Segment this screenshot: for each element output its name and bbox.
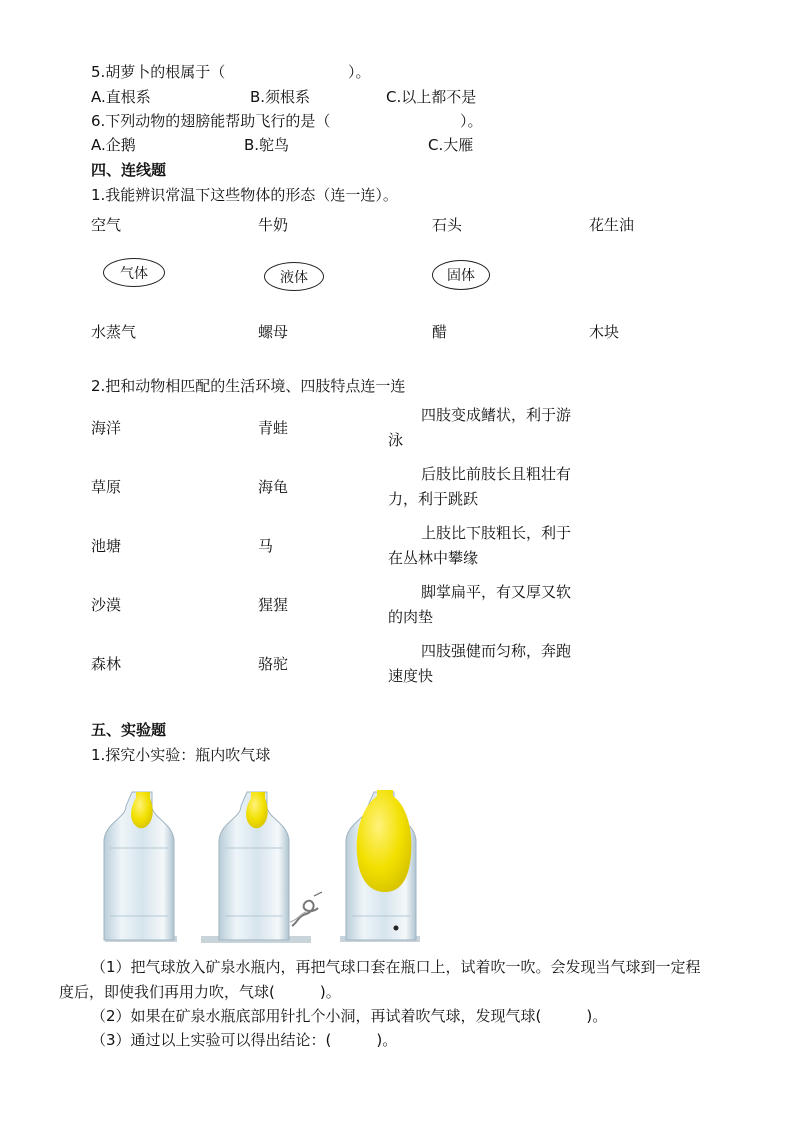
q6-option-b: B.鸵鸟 (244, 136, 290, 154)
top-item-air: 空气 (91, 216, 122, 234)
feature-fins-line1: 四肢变成鳍状，利于游 (421, 406, 572, 424)
feature-run-line2: 速度快 (388, 667, 434, 685)
section4-title: 四、连线题 (91, 161, 167, 179)
experiment-p1-line2: 度后，即使我们再用力吹，气球( )。 (59, 983, 341, 1001)
q5-option-b: B.须根系 (250, 88, 311, 106)
q5-stem: 5.胡萝卜的根属于（ (91, 63, 226, 81)
state-liquid-oval: 液体 (264, 262, 324, 291)
env-forest: 森林 (91, 655, 122, 673)
q5-option-a: A.直根系 (91, 88, 151, 106)
state-solid-oval: 固体 (432, 260, 490, 290)
q5-close: ）。 (348, 63, 371, 81)
q6-close: ）。 (460, 112, 483, 130)
needle-icon (290, 892, 322, 926)
feature-fins-line2: 泳 (388, 431, 404, 449)
experiment-illustration (100, 788, 430, 948)
feature-jump-line2: 力，利于跳跃 (388, 490, 479, 508)
state-gas-oval: 气体 (103, 258, 165, 287)
top-item-peanut-oil: 花生油 (589, 216, 635, 234)
bottom-item-nut: 螺母 (258, 323, 289, 341)
experiment-p1-line1: （1）把气球放入矿泉水瓶内，再把气球口套在瓶口上，试着吹一吹。会发现当气球到一定程 (91, 958, 701, 976)
bottom-item-wood: 木块 (589, 323, 620, 341)
top-item-milk: 牛奶 (258, 216, 289, 234)
feature-pads-line1: 脚掌扁平，有又厚又软 (421, 583, 572, 601)
top-item-stone: 石头 (432, 216, 463, 234)
env-pond: 池塘 (91, 537, 122, 555)
balloon-large (357, 790, 412, 892)
experiment-title: 1.探究小实验：瓶内吹气球 (91, 746, 271, 764)
bottom-item-vinegar: 醋 (432, 323, 448, 341)
animal-orangutan: 猩猩 (258, 596, 289, 614)
q6-option-a: A.企鹅 (91, 136, 136, 154)
bottle-3 (340, 790, 420, 942)
env-ocean: 海洋 (91, 419, 122, 437)
bottle-1 (104, 792, 177, 942)
bottom-item-vapor: 水蒸气 (91, 323, 137, 341)
animal-camel: 骆驼 (258, 655, 289, 673)
matching-q1-title: 1.我能辨识常温下这些物体的形态（连一连）。 (91, 186, 398, 204)
animal-horse: 马 (258, 537, 274, 555)
animal-frog: 青蛙 (258, 419, 289, 437)
experiment-p2: （2）如果在矿泉水瓶底部用针扎个小洞，再试着吹气球，发现气球( )。 (91, 1007, 608, 1025)
experiment-p3: （3）通过以上实验可以得出结论：( )。 (91, 1031, 398, 1049)
q6-option-c: C.大雁 (428, 136, 474, 154)
feature-pads-line2: 的肉垫 (388, 608, 434, 626)
env-grassland: 草原 (91, 478, 122, 496)
matching-q2-title: 2.把和动物相匹配的生活环境、四肢特点连一连 (91, 377, 406, 395)
q5-option-c: C.以上都不是 (386, 88, 477, 106)
feature-run-line1: 四肢强健而匀称，奔跑 (421, 642, 572, 660)
feature-climb-line2: 在丛林中攀缘 (388, 549, 479, 567)
q6-stem: 6.下列动物的翅膀能帮助飞行的是（ (91, 112, 331, 130)
feature-climb-line1: 上肢比下肢粗长，利于 (421, 524, 572, 542)
feature-jump-line1: 后肢比前肢长且粗壮有 (421, 465, 572, 483)
env-desert: 沙漠 (91, 596, 122, 614)
animal-turtle: 海龟 (258, 478, 289, 496)
section5-title: 五、实验题 (91, 721, 167, 739)
